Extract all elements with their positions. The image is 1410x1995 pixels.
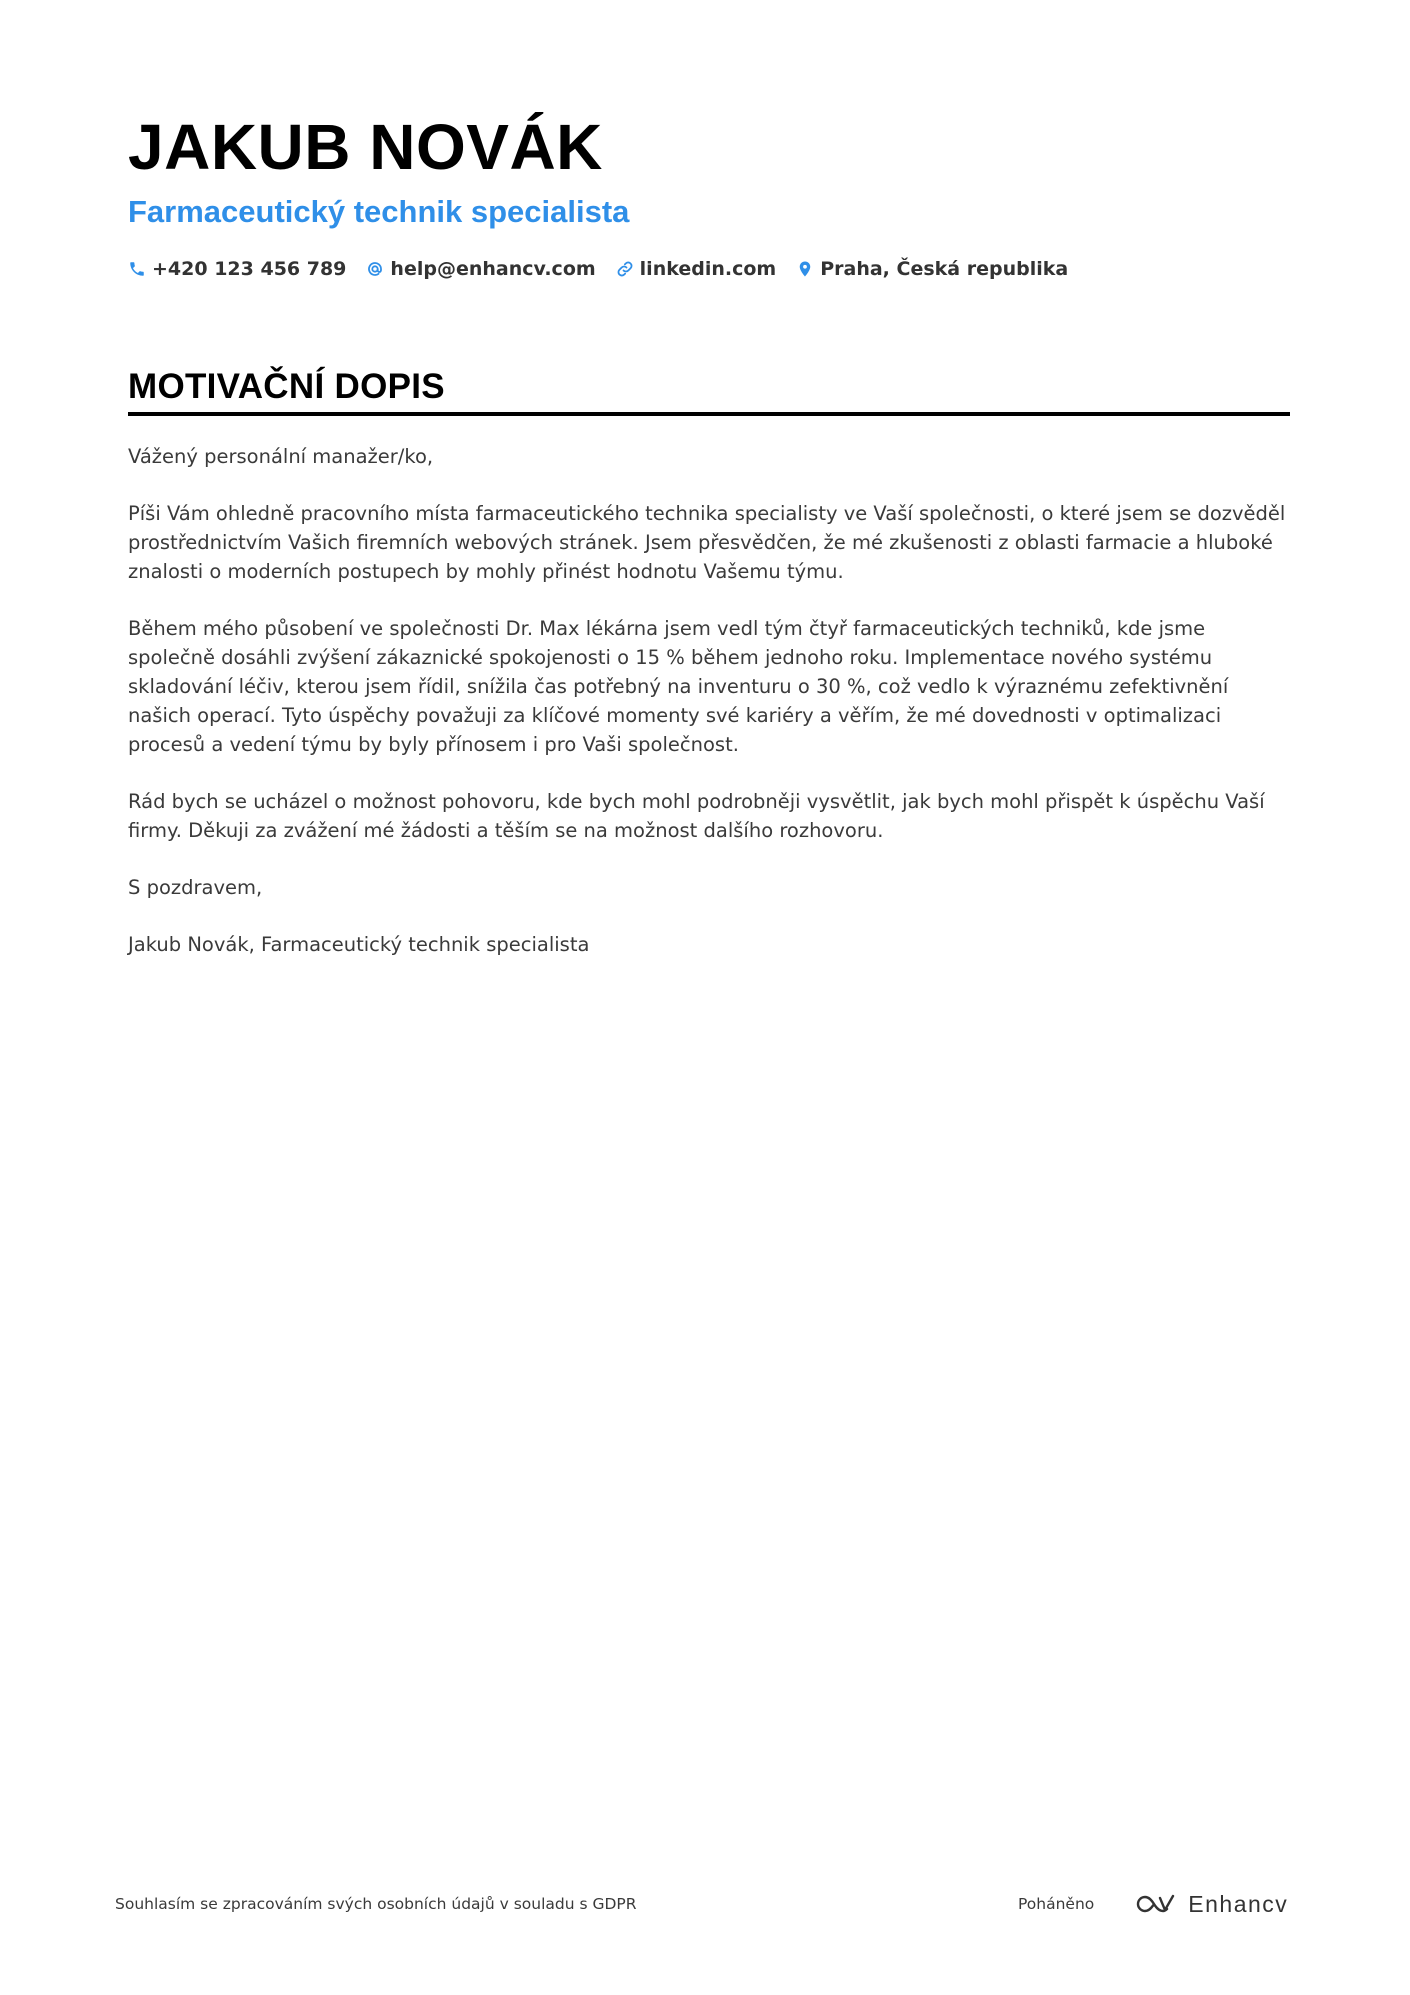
linkedin-text: linkedin.com [639, 258, 777, 280]
letter-closing: S pozdravem, [128, 876, 263, 899]
section-divider [128, 412, 1290, 416]
letter-paragraph: Rád bych se ucházel o možnost pohovoru, kde bych mohl podrobněji vysvětlit, jak bych mohl přispět k úspěchu Vaší firmy. Děkuji za zvážení mé žádosti a těším se na možnost dalšího rozhovoru. [128, 790, 1265, 842]
contact-phone[interactable] [128, 258, 346, 280]
candidate-role: Farmaceutický technik specialista [128, 194, 630, 229]
section-title: MOTIVAČNÍ DOPIS [128, 367, 445, 406]
cover-letter-page [128, 108, 1290, 987]
powered-by-label: Poháněno [1018, 1895, 1095, 1913]
letter-paragraph: Během mého působení ve společnosti Dr. Max lékárna jsem vedl tým čtyř farmaceutických techniků, kde jsme společně dosáhli zvýšení zákaznické spokojenosti o 15 % během jednoho roku. Implementace nového systému skladování léčiv, kterou jsem řídil, snížila čas potřebný na inventuru o 30 %, což vedlo k výraznému zefektivnění našich operací. Tyto úspěchy považuji za klíčové momenty své kariéry a věřím, že mé dovednosti v optimalizaci procesů a vedení týmu by byly přínosem i pro Vaši společnost. [128, 617, 1229, 756]
gdpr-consent: Souhlasím se zpracováním svých osobních údajů v souladu s GDPR [115, 1895, 637, 1913]
phone-text: +420 123 456 789 [152, 258, 347, 280]
contact-location [796, 258, 1068, 280]
location-text: Praha, Česká republika [820, 258, 1069, 280]
letter-greeting: Vážený personální manažer/ko, [128, 445, 434, 468]
brand-name: Enhancv [1188, 1890, 1289, 1917]
phone-icon [128, 260, 146, 278]
letter-paragraph: Píši Vám ohledně pracovního místa farmaceutického technika specialisty ve Vaší společnosti, o které jsem se dozvěděl prostřednictvím Vašich firemních webových stránek. Jsem přesvědčen, že mé zkušenosti z oblasti farmacie a hluboké znalosti o moderních postupech by mohly přinést hodnotu Vašemu týmu. [128, 502, 1286, 583]
email-text: help@enhancv.com [390, 258, 596, 280]
letter-signature: Jakub Novák, Farmaceutický technik specialista [128, 933, 590, 956]
location-pin-icon [796, 260, 814, 278]
at-icon [366, 260, 384, 278]
brand-logo[interactable] [1134, 1891, 1288, 1918]
contact-linkedin[interactable] [616, 258, 777, 280]
powered-by[interactable] [1018, 1887, 1288, 1921]
link-icon [616, 260, 634, 278]
contact-bar [128, 258, 1290, 280]
letter-body [128, 442, 1290, 959]
contact-email[interactable] [366, 258, 595, 280]
candidate-name: JAKUB NOVÁK [128, 111, 603, 183]
enhancv-logo-icon [1134, 1892, 1180, 1916]
